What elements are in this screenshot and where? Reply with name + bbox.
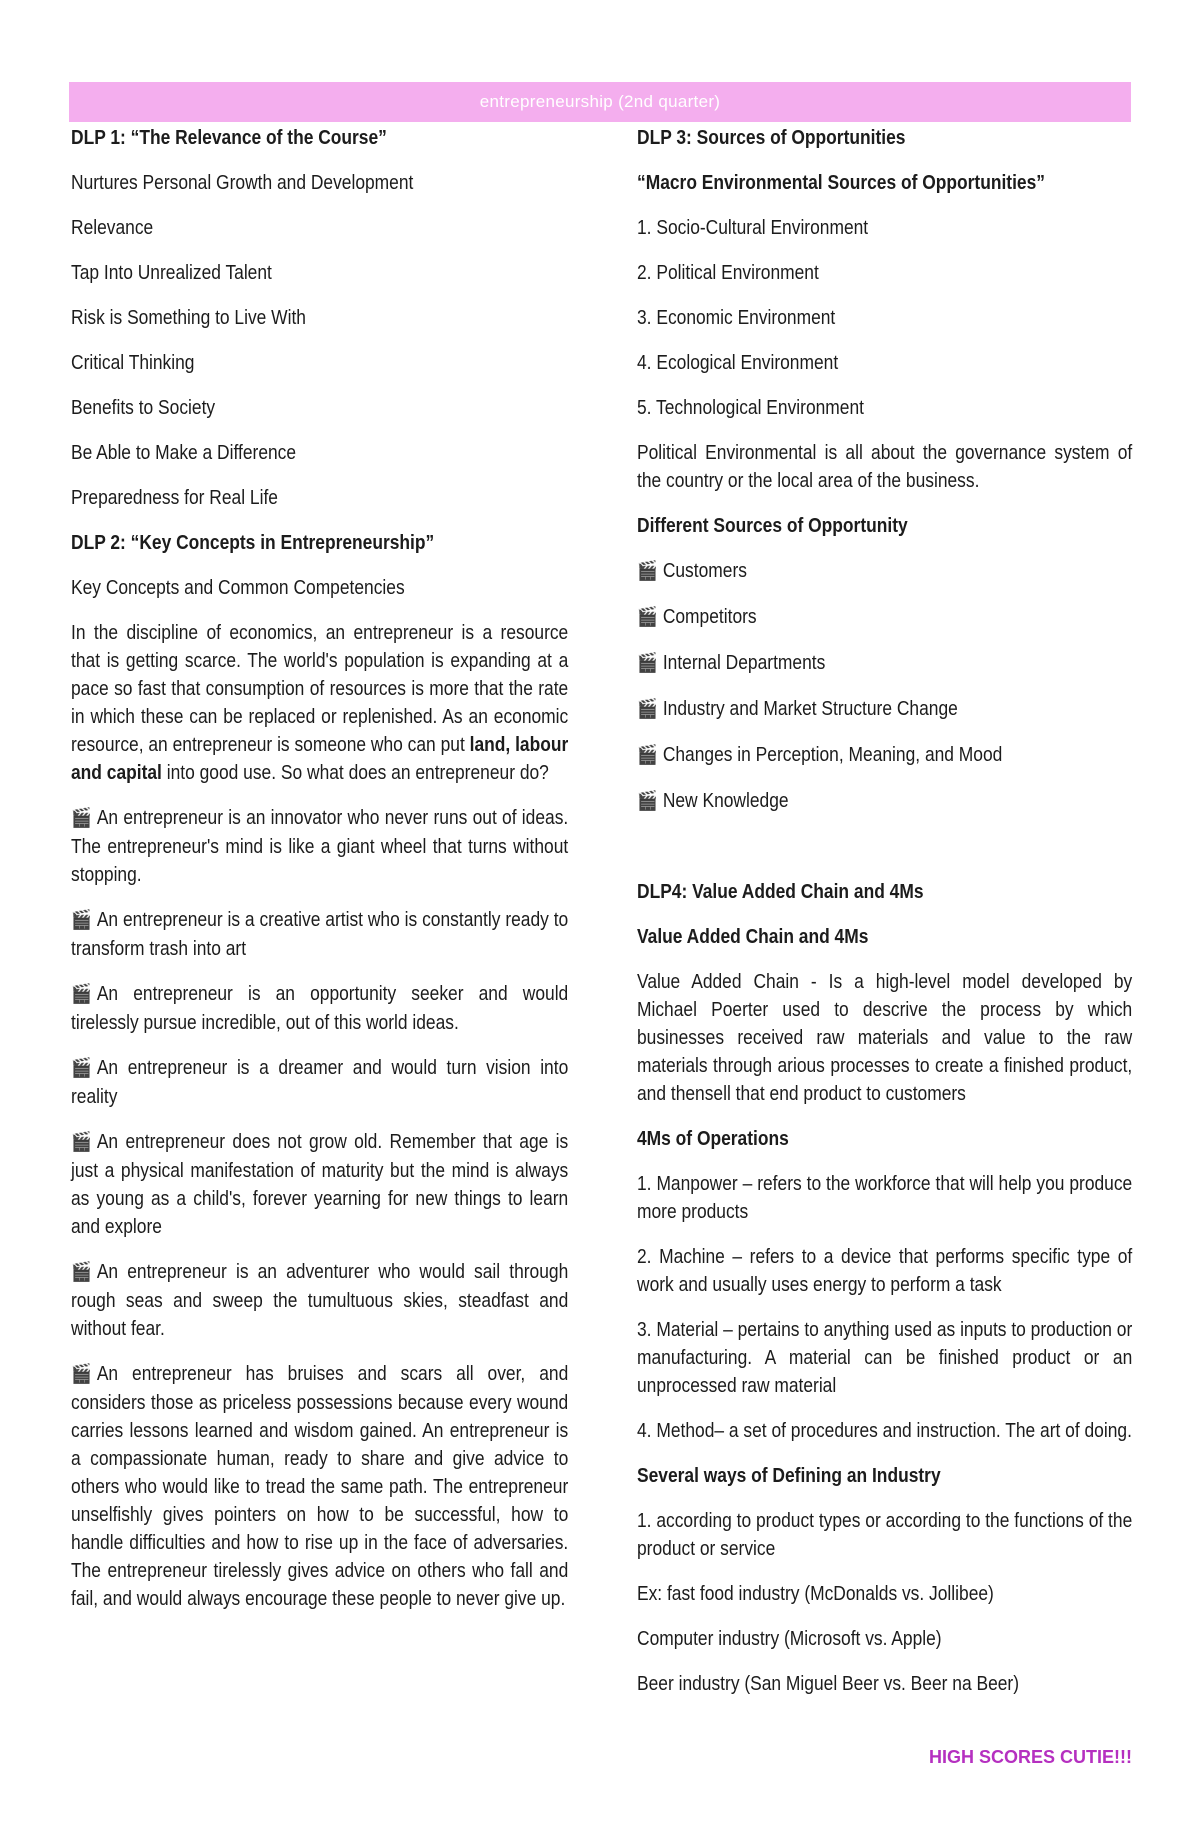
dlp1-item: Benefits to Society: [71, 397, 216, 419]
industry-item: Ex: fast food industry (McDonalds vs. Jollibee): [637, 1583, 994, 1605]
entrepreneur-bullet: 🎬 An entrepreneur is a creative artist who is constantly ready to transform trash into art: [71, 909, 569, 960]
clapperboard-icon: 🎬: [637, 699, 658, 720]
macro-item: 4. Ecological Environment: [637, 352, 839, 374]
clapperboard-icon: 🎬: [637, 745, 658, 766]
sources-item: 🎬 Competitors: [637, 603, 1132, 632]
entrepreneur-bullet: 🎬 An entrepreneur has bruises and scars all over, and considers those as priceless possessions because every wound carries lessons learned and wisdom gained. An entrepreneur is a compassionate human, ready to share and give advice to others who would like to tread the same path. The entrepreneur unselfishly gives pointers on how to be successful, how to handle difficulties and how to rise up in the face of adversaries. The entrepreneur tirelessly gives advice on others who fall and fail, and would always encourage these people to never give up.: [71, 1363, 569, 1610]
entrepreneur-bullet: 🎬 An entrepreneur is an innovator who never runs out of ideas. The entrepreneur's mind is like a giant wheel that turns without stopping.: [71, 807, 569, 886]
sources-item: 🎬 Internal Departments: [637, 649, 1132, 678]
dlp1-item: Nurtures Personal Growth and Development: [71, 172, 414, 194]
clapperboard-icon: 🎬: [637, 653, 658, 674]
macro-item: 5. Technological Environment: [637, 397, 864, 419]
dlp1-item: Critical Thinking: [71, 352, 195, 374]
sources-item: 🎬 Changes in Perception, Meaning, and Mood: [637, 741, 1132, 770]
clapperboard-icon: 🎬: [71, 1262, 92, 1283]
entrepreneur-bullet: 🎬 An entrepreneur does not grow old. Remember that age is just a physical manifestation of maturity but the mind is always as young as a child's, forever yearning for new things to learn and explore: [71, 1131, 569, 1238]
dlp4-title: DLP4: Value Added Chain and 4Ms: [637, 881, 924, 903]
entrepreneur-bullet: 🎬 An entrepreneur is an adventurer who would sail through rough seas and sweep the tumultuous skies, steadfast and without fear.: [71, 1261, 569, 1340]
dlp2-subtitle: Key Concepts and Common Competencies: [71, 577, 405, 599]
footer-note: HIGH SCORES CUTIE!!!: [928, 1747, 1132, 1767]
clapperboard-icon: 🎬: [71, 910, 92, 931]
dlp2-paragraph: In the discipline of economics, an entrepreneur is a resource that is getting scarce. The world's population is expanding at a pace so fast that consumption of resources is more that the rate in which these can be replaced or replenished. As an economic resource, an entrepreneur is someone who can put land, labour and capital into good use. So what does an entrepreneur do?: [71, 622, 569, 784]
industry-item: Computer industry (Microsoft vs. Apple): [637, 1628, 942, 1650]
dlp1-item: Preparedness for Real Life: [71, 487, 278, 509]
sources-item: 🎬 Customers: [637, 557, 1132, 586]
clapperboard-icon: 🎬: [71, 984, 92, 1005]
macro-item: 3. Economic Environment: [637, 307, 836, 329]
header-banner: entrepreneurship (2nd quarter): [69, 82, 1131, 122]
sources-item: 🎬 New Knowledge: [637, 787, 1132, 816]
clapperboard-icon: 🎬: [71, 1132, 92, 1153]
fourms-item: 3. Material – pertains to anything used as inputs to production or manufacturing. A material can be finished product or an unprocessed raw material: [637, 1319, 1133, 1397]
industry-item: 1. according to product types or according to the functions of the product or service: [637, 1510, 1133, 1560]
fourms-item: 1. Manpower – refers to the workforce that will help you produce more products: [637, 1173, 1133, 1223]
entrepreneur-bullet: 🎬 An entrepreneur is an opportunity seeker and would tirelessly pursue incredible, out of this world ideas.: [71, 983, 569, 1034]
macro-item: 2. Political Environment: [637, 262, 819, 284]
dlp2-title: DLP 2: “Key Concepts in Entrepreneurship”: [71, 532, 435, 554]
industry-title: Several ways of Defining an Industry: [637, 1465, 941, 1487]
dlp3-subtitle: “Macro Environmental Sources of Opportunities”: [637, 172, 1046, 194]
fourms-item: 4. Method– a set of procedures and instruction. The art of doing.: [637, 1420, 1132, 1442]
entrepreneur-bullet: 🎬 An entrepreneur is a dreamer and would turn vision into reality: [71, 1057, 569, 1108]
fourms-title: 4Ms of Operations: [637, 1128, 789, 1150]
dlp1-item: Risk is Something to Live With: [71, 307, 306, 329]
clapperboard-icon: 🎬: [637, 607, 658, 628]
dlp1-item: Tap Into Unrealized Talent: [71, 262, 272, 284]
value-chain-paragraph: Value Added Chain - Is a high-level model developed by Michael Poerter used to descrive the process by which businesses received raw materials and value to the raw materials through arious processes to create a finished product, and thensell that end product to customers: [637, 971, 1133, 1105]
highlight-land-labour-capital: land, labour and capital: [71, 734, 569, 784]
dlp3-title: DLP 3: Sources of Opportunities: [637, 127, 906, 149]
clapperboard-icon: 🎬: [637, 791, 658, 812]
clapperboard-icon: 🎬: [71, 1364, 92, 1385]
fourms-item: 2. Machine – refers to a device that performs specific type of work and usually uses energy to perform a task: [637, 1246, 1133, 1296]
clapperboard-icon: 🎬: [71, 1058, 92, 1079]
sources-item: 🎬 Industry and Market Structure Change: [637, 695, 1132, 724]
dlp1-title: DLP 1: “The Relevance of the Course”: [71, 127, 387, 149]
industry-item: Beer industry (San Miguel Beer vs. Beer na Beer): [637, 1673, 1020, 1695]
sources-title: Different Sources of Opportunity: [637, 515, 908, 537]
right-column: [637, 124, 1132, 1698]
left-column: [71, 124, 568, 1613]
political-paragraph: Political Environmental is all about the governance system of the country or the local area of the business.: [637, 442, 1133, 492]
macro-item: 1. Socio-Cultural Environment: [637, 217, 869, 239]
clapperboard-icon: 🎬: [71, 808, 92, 829]
dlp1-item: Relevance: [71, 217, 154, 239]
clapperboard-icon: 🎬: [637, 561, 658, 582]
dlp4-subtitle: Value Added Chain and 4Ms: [637, 926, 869, 948]
dlp1-item: Be Able to Make a Difference: [71, 442, 297, 464]
